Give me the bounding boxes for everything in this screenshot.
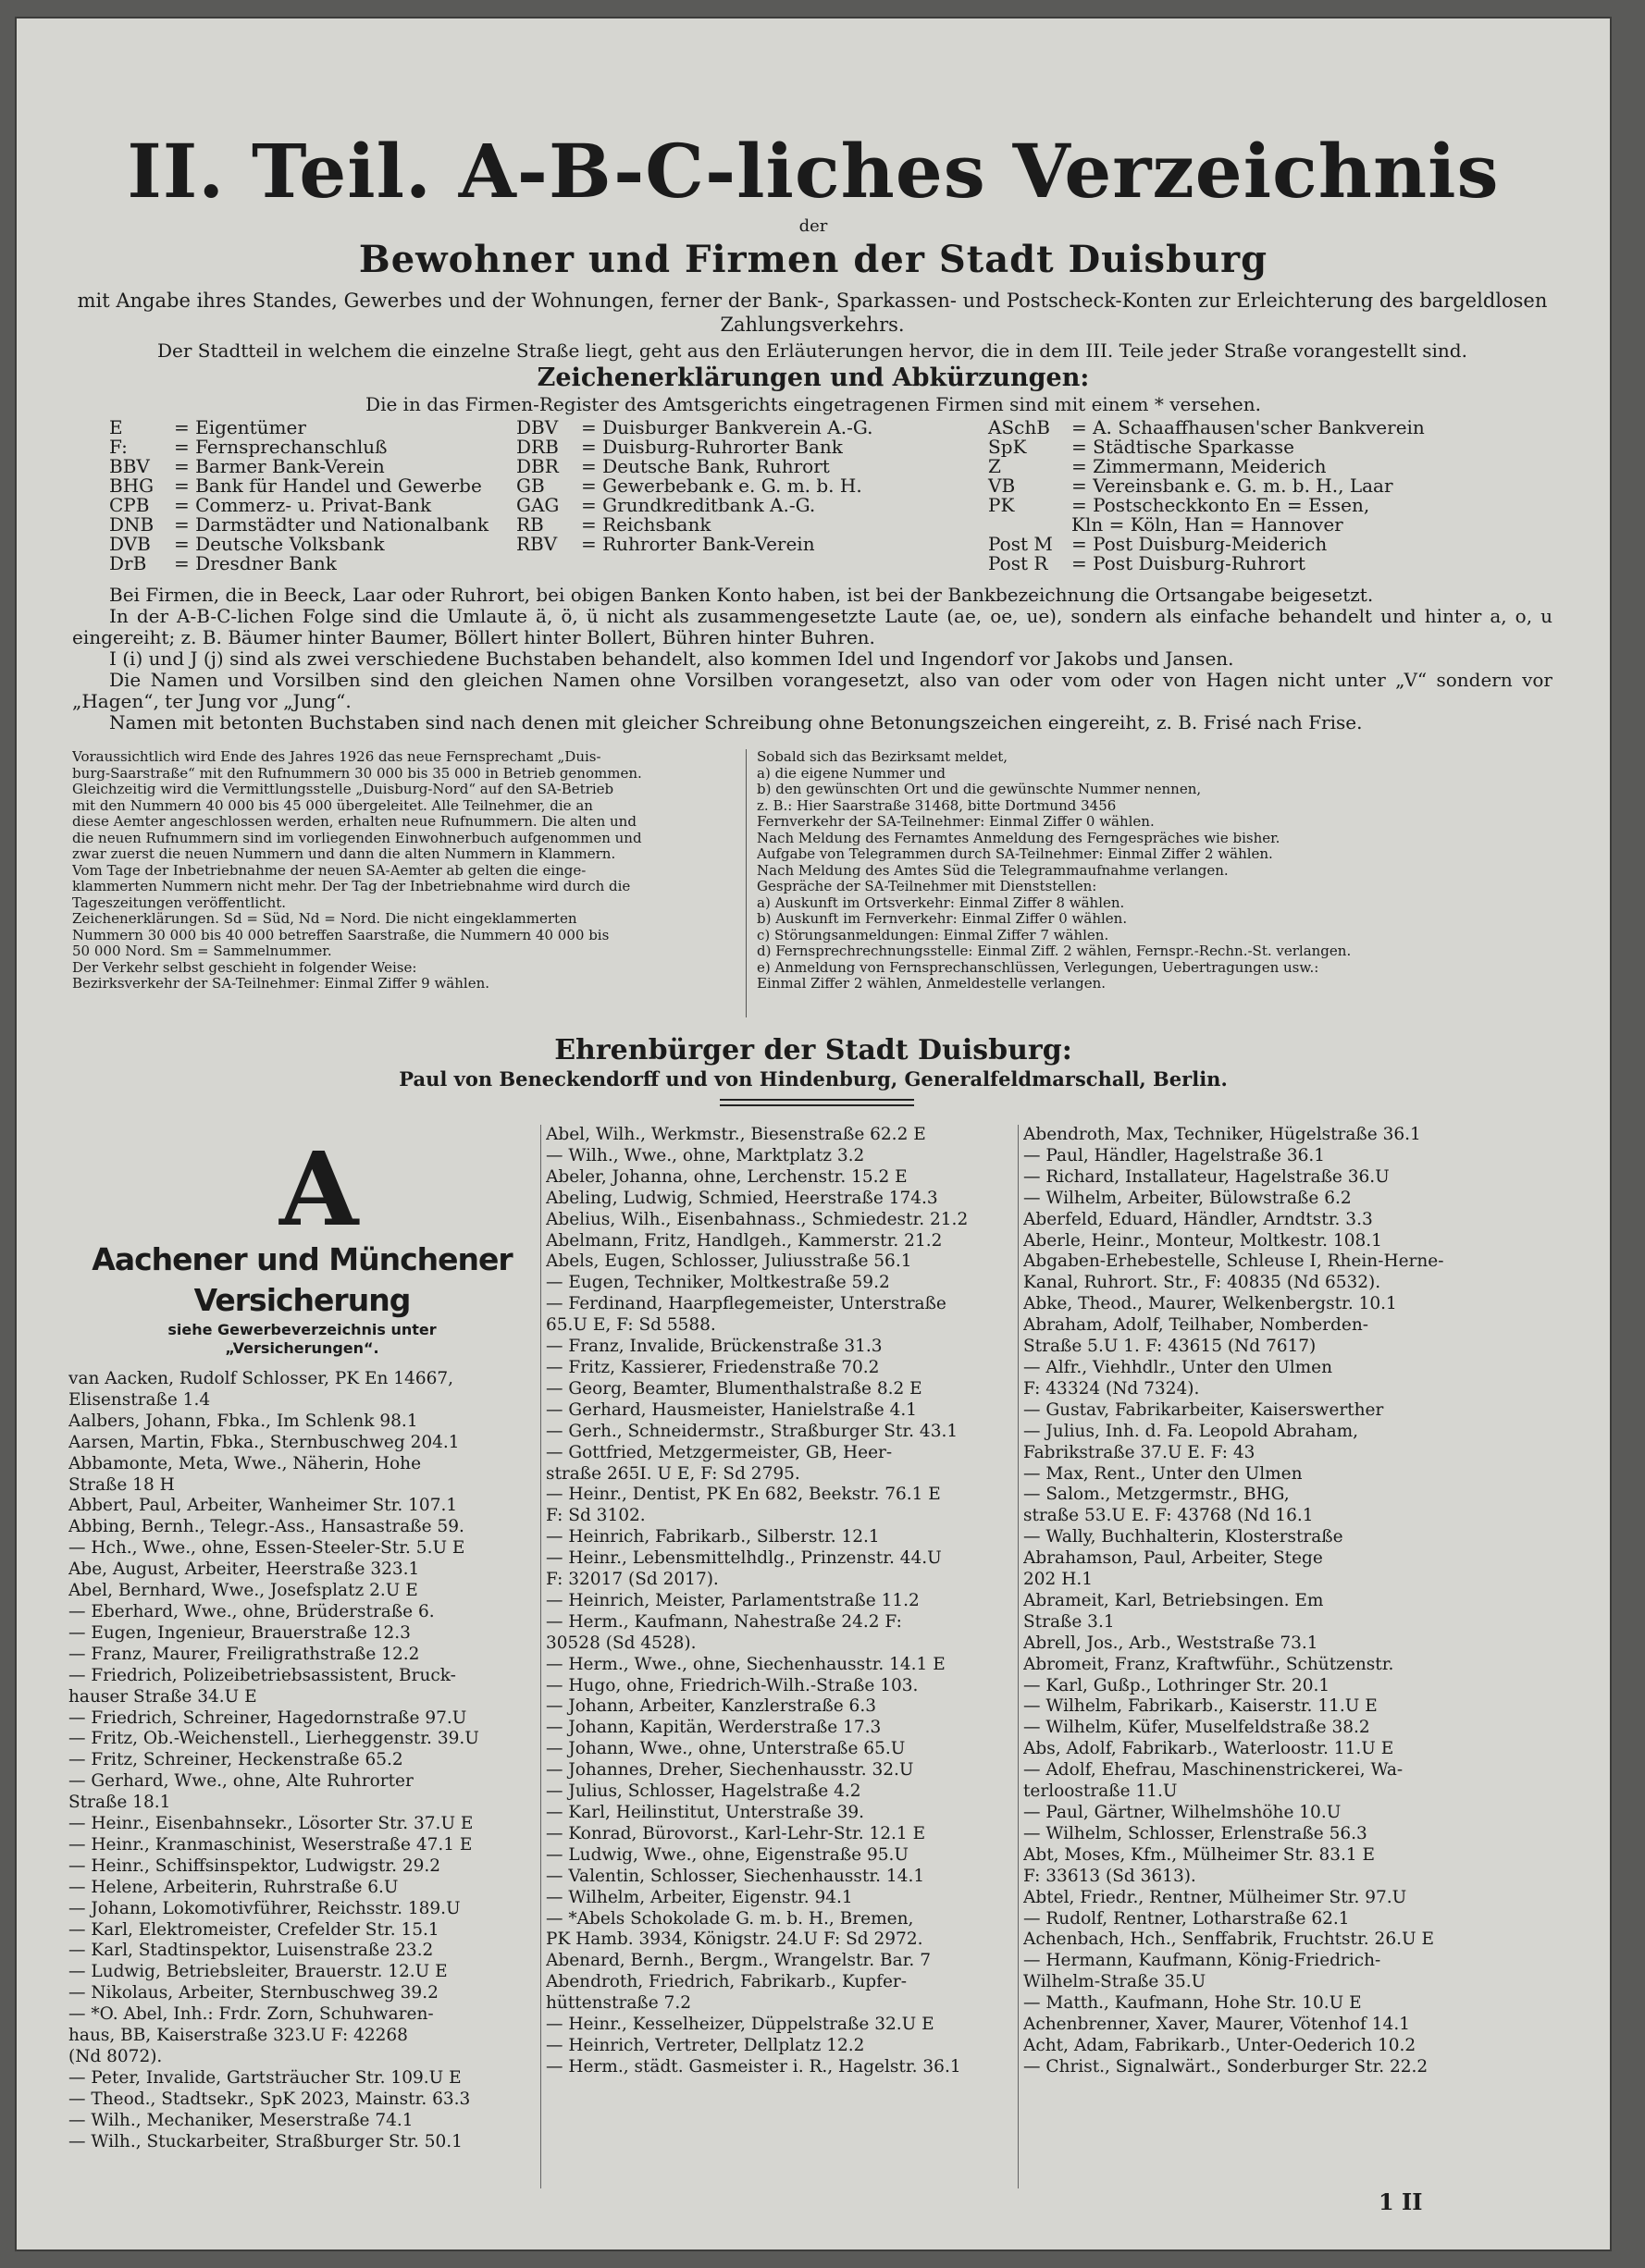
directory-entry: Abgaben-Erhebestelle, Schleuse I, Rhein-Herne- bbox=[1023, 1251, 1444, 1272]
directory-entry: — Hugo, ohne, Friedrich-Wilh.-Straße 103. bbox=[546, 1675, 919, 1695]
entry-column-1 bbox=[68, 1129, 536, 2153]
legend-meaning: = Ruhrorter Bank-Verein bbox=[581, 533, 815, 555]
directory-entry: — Heinr., Kesselheizer, Düppelstraße 32.U E bbox=[546, 2015, 934, 2035]
directory-entry: Abs, Adolf, Fabrikarb., Waterloostr. 11.U E bbox=[1023, 1739, 1394, 1759]
column-divider bbox=[540, 1125, 541, 2188]
legend-row bbox=[516, 418, 872, 438]
directory-entry: Abe, August, Arbeiter, Heerstraße 323.1 bbox=[68, 1559, 420, 1580]
directory-entry: Acht, Adam, Fabrikarb., Unter-Oederich 10.2 bbox=[1023, 2035, 1416, 2055]
directory-entry: Abeler, Johanna, ohne, Lerchenstr. 15.2 E bbox=[546, 1166, 908, 1187]
legend-abbreviation: ASchB bbox=[988, 416, 1050, 438]
legend-meaning: = Commerz- u. Privat-Bank bbox=[174, 494, 432, 516]
directory-entry: Abel, Wilh., Werkmstr., Biesenstraße 62.2 E bbox=[546, 1125, 926, 1144]
legend-row bbox=[988, 554, 1425, 573]
directory-entry: — Herm., städt. Gasmeister i. R., Hagelstr. 36.1 bbox=[546, 2056, 961, 2077]
notice-line: Vom Tage der Inbetriebnahme der neuen SA-Aemter ab gelten die einge- bbox=[72, 862, 587, 879]
directory-entry: Achenbach, Hch., Senffabrik, Fruchtstr. 26.U E bbox=[1023, 1929, 1434, 1950]
legend-abbreviation: DNB bbox=[109, 513, 155, 536]
notice-line: Zeichenerklärungen. Sd = Süd, Nd = Nord. Die nicht eingeklammerten bbox=[72, 911, 577, 927]
legend-meaning: = Reichsbank bbox=[581, 513, 711, 536]
notice-line: Gespräche der SA-Teilnehmer mit Dienststellen: bbox=[757, 879, 1097, 894]
directory-entry: Abrameit, Karl, Betriebsingen. Em bbox=[1023, 1590, 1324, 1610]
legend-row bbox=[109, 418, 489, 438]
directory-entry: — Karl, Stadtinspektor, Luisenstraße 23.2 bbox=[68, 1941, 434, 1961]
directory-entry: — Helene, Arbeiterin, Ruhrstraße 6.U bbox=[68, 1877, 399, 1897]
advertisement-line: „Versicherungen“. bbox=[225, 1339, 379, 1357]
directory-entry: — Ludwig, Betriebsleiter, Brauerstr. 12.U E bbox=[68, 1962, 448, 1982]
rule-paragraph: I (i) und J (j) sind als zwei verschiedene Buchstaben behandelt, also kommen Idel und Ingendorf vor Jakobs und Jansen. bbox=[109, 647, 1234, 670]
directory-entry: — Matth., Kaufmann, Hohe Str. 10.U E bbox=[1023, 1993, 1362, 2014]
directory-entry: — Gustav, Fabrikarbeiter, Kaiserswerther bbox=[1023, 1399, 1384, 1420]
notice-line: Sobald sich das Bezirksamt meldet, bbox=[757, 749, 1008, 765]
legend-row bbox=[988, 418, 1425, 438]
legend-meaning: = Deutsche Volksbank bbox=[174, 533, 385, 555]
directory-entry: F: 43324 (Nd 7324). bbox=[1023, 1378, 1200, 1399]
directory-entry: — Heinrich, Meister, Parlamentstraße 11.2 bbox=[546, 1590, 920, 1610]
directory-entry: — Salom., Metzgermstr., BHG, bbox=[1023, 1485, 1290, 1505]
legend-abbreviation: DVB bbox=[109, 533, 151, 555]
legend-meaning: = Deutsche Bank, Ruhrort bbox=[581, 455, 830, 477]
legend-row bbox=[109, 457, 489, 476]
directory-entry: — Theod., Stadtsekr., SpK 2023, Mainstr. 63.3 bbox=[68, 2089, 471, 2109]
directory-entry: — Karl, Gußp., Lothringer Str. 20.1 bbox=[1023, 1675, 1330, 1695]
directory-entry: Aberfeld, Eduard, Händler, Arndtstr. 3.3 bbox=[1023, 1209, 1373, 1229]
notice-line: Fernverkehr der SA-Teilnehmer: Einmal Ziffer 0 wählen. bbox=[757, 814, 1155, 830]
directory-entry: — Heinr., Lebensmittelhdlg., Prinzenstr. 44.U bbox=[546, 1548, 942, 1569]
legend-row bbox=[109, 496, 489, 515]
legend-abbreviation: BHG bbox=[109, 475, 155, 497]
legend-meaning: = Städtische Sparkasse bbox=[1071, 436, 1294, 458]
directory-entry: — Heinr., Eisenbahnsekr., Lösorter Str. 37.U E bbox=[68, 1814, 474, 1834]
divider-rule bbox=[720, 1104, 914, 1106]
entry-column-3 bbox=[1023, 1125, 1504, 2078]
directory-entry: — Ludwig, Wwe., ohne, Eigenstraße 95.U bbox=[546, 1844, 909, 1865]
legend-meaning: = A. Schaaffhausen'scher Bankverein bbox=[1071, 416, 1425, 438]
legend-abbreviation: Post M bbox=[988, 533, 1053, 555]
directory-entry: terloostraße 11.U bbox=[1023, 1781, 1178, 1802]
directory-entry: Abromeit, Franz, Kraftwführ., Schützenstr. bbox=[1023, 1654, 1394, 1674]
directory-entry: 30528 (Sd 4528). bbox=[546, 1633, 697, 1653]
notice-line: c) Störungsanmeldungen: Einmal Ziffer 7 wählen. bbox=[757, 927, 1109, 943]
legend-abbreviation: F: bbox=[109, 436, 128, 458]
directory-entry: — Fritz, Schreiner, Heckenstraße 65.2 bbox=[68, 1750, 403, 1770]
legend-meaning: = Dresdner Bank bbox=[174, 552, 337, 574]
title-connector: der bbox=[798, 216, 828, 236]
directory-entry: Abraham, Adolf, Teilhaber, Nomberden- bbox=[1023, 1315, 1368, 1336]
directory-entry: Abtel, Friedr., Rentner, Mülheimer Str. 97.U bbox=[1023, 1887, 1407, 1907]
legend-abbreviation: RB bbox=[516, 513, 544, 536]
rule-paragraph: Namen mit betonten Buchstaben sind nach denen mit gleicher Schreibung ohne Betonungszeichen eingereiht, z. B. Frisé nach Frise. bbox=[109, 711, 1363, 733]
directory-entry: — Konrad, Bürovorst., Karl-Lehr-Str. 12.1 E bbox=[546, 1823, 926, 1843]
directory-entry: Straße 5.U 1. F: 43615 (Nd 7617) bbox=[1023, 1337, 1317, 1357]
directory-entry: Straße 18.1 bbox=[68, 1793, 171, 1813]
directory-entry: PK Hamb. 3934, Königstr. 24.U F: Sd 2972. bbox=[546, 1929, 923, 1950]
notice-line: a) Auskunft im Ortsverkehr: Einmal Ziffer 8 wählen. bbox=[757, 894, 1125, 911]
legend-meaning: = Eigentümer bbox=[174, 416, 306, 438]
legend-row bbox=[109, 554, 489, 573]
directory-entry: — Paul, Gärtner, Wilhelmshöhe 10.U bbox=[1023, 1803, 1342, 1822]
legend-abbreviation: CPB bbox=[109, 494, 150, 516]
legend-row bbox=[516, 457, 872, 476]
directory-entry: — Ferdinand, Haarpflegemeister, Unterstraße bbox=[546, 1294, 946, 1314]
legend-abbreviation: DRB bbox=[516, 436, 559, 458]
legend-column-3 bbox=[988, 418, 1425, 573]
directory-entry: — Heinrich, Vertreter, Dellplatz 12.2 bbox=[546, 2035, 865, 2055]
legend-meaning: = Darmstädter und Nationalbank bbox=[174, 513, 489, 536]
legend-meaning: Kln = Köln, Han = Hannover bbox=[1071, 513, 1343, 536]
telephone-notice-right bbox=[757, 749, 1441, 992]
page-number: 1 II bbox=[1379, 2188, 1423, 2215]
legend-row bbox=[988, 535, 1425, 554]
legend-abbreviation: GB bbox=[516, 475, 545, 497]
legend-abbreviation: DBR bbox=[516, 455, 559, 477]
legend-meaning: = Vereinsbank e. G. m. b. H., Laar bbox=[1071, 475, 1393, 497]
notice-line: Nach Meldung des Amtes Süd die Telegrammaufnahme verlangen. bbox=[757, 862, 1229, 879]
directory-entry: — Heinr., Dentist, PK En 682, Beekstr. 76.1 E bbox=[546, 1485, 941, 1505]
legend-meaning: = Gewerbebank e. G. m. b. H. bbox=[581, 475, 862, 497]
divider-rule bbox=[720, 1099, 914, 1101]
directory-entry: — Wilhelm, Arbeiter, Eigenstr. 94.1 bbox=[546, 1887, 853, 1907]
directory-entry: — Christ., Signalwärt., Sonderburger Str. 22.2 bbox=[1023, 2056, 1429, 2077]
directory-entry: Straße 3.1 bbox=[1023, 1611, 1115, 1632]
advertisement-line: siehe Gewerbeverzeichnis unter bbox=[167, 1321, 437, 1338]
directory-entry: Abrahamson, Paul, Arbeiter, Stege bbox=[1023, 1548, 1323, 1569]
column-divider bbox=[1018, 1125, 1019, 2188]
notice-line: klammerten Nummern nicht mehr. Der Tag der Inbetriebnahme wird durch die bbox=[72, 879, 631, 894]
legend-abbreviation: RBV bbox=[516, 533, 558, 555]
legend-row bbox=[988, 438, 1425, 457]
legend-intro: Die in das Firmen-Register des Amtsgerichts eingetragenen Firmen sind mit einem * versehen. bbox=[365, 393, 1261, 415]
directory-entry: — Wilh., Wwe., ohne, Marktplatz 3.2 bbox=[546, 1145, 865, 1165]
directory-entry: — Julius, Schlosser, Hagelstraße 4.2 bbox=[546, 1781, 861, 1802]
directory-entry: — Franz, Invalide, Brückenstraße 31.3 bbox=[546, 1337, 883, 1357]
legend-row bbox=[988, 496, 1425, 515]
directory-entry: — Paul, Händler, Hagelstraße 36.1 bbox=[1023, 1145, 1326, 1165]
directory-entry: — Wally, Buchhalterin, Klosterstraße bbox=[1023, 1527, 1343, 1547]
legend-row bbox=[109, 535, 489, 554]
page-subtitle: Bewohner und Firmen der Stadt Duisburg bbox=[358, 238, 1268, 281]
legend-meaning: = Duisburger Bankverein A.-G. bbox=[581, 416, 873, 438]
notice-line: Tageszeitungen veröffentlicht. bbox=[72, 894, 287, 911]
directory-entry: Abenard, Bernh., Bergm., Wrangelstr. Bar. 7 bbox=[546, 1951, 931, 1971]
notice-line: mit den Nummern 40 000 bis 45 000 übergeleitet. Alle Teilnehmer, die an bbox=[72, 797, 593, 814]
directory-entry: — Herm., Kaufmann, Nahestraße 24.2 F: bbox=[546, 1611, 902, 1632]
page-title: II. Teil. A-B-C-liches Verzeichnis bbox=[127, 128, 1500, 215]
directory-entry: — Heinr., Schiffsinspektor, Ludwigstr. 29.2 bbox=[68, 1855, 441, 1876]
directory-entry: — Gerhard, Wwe., ohne, Alte Ruhrorter bbox=[68, 1771, 414, 1792]
entry-column-2 bbox=[546, 1125, 1013, 2078]
legend-meaning: = Barmer Bank-Verein bbox=[174, 455, 385, 477]
legend-meaning: = Postscheckkonto En = Essen, bbox=[1071, 494, 1370, 516]
legend-row bbox=[988, 515, 1425, 535]
directory-entry: 65.U E, F: Sd 5588. bbox=[546, 1315, 716, 1336]
directory-entry: — Wilhelm, Arbeiter, Bülowstraße 6.2 bbox=[1023, 1188, 1352, 1208]
notice-line: zwar zuerst die neuen Nummern und dann die alten Nummern in Klammern. bbox=[72, 846, 616, 862]
notice-line: z. B.: Hier Saarstraße 31468, bitte Dortmund 3456 bbox=[757, 797, 1117, 814]
directory-entry: Abke, Theod., Maurer, Welkenbergstr. 10.1 bbox=[1023, 1294, 1397, 1314]
directory-entry: — Fritz, Kassierer, Friedenstraße 70.2 bbox=[546, 1357, 880, 1377]
legend-abbreviation: SpK bbox=[988, 436, 1027, 458]
directory-entry: — Eugen, Ingenieur, Brauerstraße 12.3 bbox=[68, 1622, 411, 1643]
directory-entry: — Johann, Lokomotivführer, Reichsstr. 189.U bbox=[68, 1898, 461, 1918]
legend-abbreviation: VB bbox=[988, 475, 1016, 497]
rule-paragraph: In der A-B-C-lichen Folge sind die Umlaute ä, ö, ü nicht als zusammengesetzte Laute (ae, oe, ue), sondern als einfache behandelt und hinter a, o, u eingereiht; z. B. Bäumer hinter Baumer, Böllert hinter Bollert, Bühren hinter Buhren. bbox=[72, 605, 1552, 648]
directory-entry: — Fritz, Ob.-Weichenstell., Lierheggenstr. 39.U bbox=[68, 1729, 479, 1749]
directory-entry: Abbamonte, Meta, Wwe., Näherin, Hohe bbox=[68, 1453, 422, 1473]
telephone-notice-left bbox=[72, 749, 738, 992]
directory-entry: Abelmann, Fritz, Handlgeh., Kammerstr. 21.2 bbox=[546, 1230, 943, 1251]
directory-entry: — Valentin, Schlosser, Siechenhausstr. 14.1 bbox=[546, 1866, 925, 1886]
legend-row bbox=[516, 476, 872, 496]
directory-entry: haus, BB, Kaiserstraße 323.U F: 42268 bbox=[68, 2026, 408, 2046]
directory-entry: Abt, Moses, Kfm., Mülheimer Str. 83.1 E bbox=[1023, 1844, 1376, 1865]
directory-entry: F: Sd 3102. bbox=[546, 1506, 646, 1526]
directory-entry: — Eugen, Techniker, Moltkestraße 59.2 bbox=[546, 1273, 890, 1293]
notice-line: d) Fernsprechrechnungsstelle: Einmal Ziff. 2 wählen, Fernspr.-Rechn.-St. verlangen. bbox=[757, 943, 1352, 959]
directory-entry: — Georg, Beamter, Blumenthalstraße 8.2 E bbox=[546, 1378, 922, 1399]
directory-entry: Abendroth, Max, Techniker, Hügelstraße 36.1 bbox=[1023, 1125, 1421, 1144]
rule-paragraph: Die Namen und Vorsilben sind den gleichen Namen ohne Vorsilben vorangesetzt, also van oder vom oder von Hagen nicht unter „V“ sondern vor „Hagen“, ter Jung vor „Jung“. bbox=[72, 669, 1552, 712]
directory-entry: — Heinr., Kranmaschinist, Weserstraße 47.1 E bbox=[68, 1834, 473, 1855]
directory-entry: (Nd 8072). bbox=[68, 2047, 163, 2066]
directory-entry: — Wilh., Stuckarbeiter, Straßburger Str. 50.1 bbox=[68, 2131, 463, 2151]
notice-line: b) Auskunft im Fernverkehr: Einmal Ziffer 0 wählen. bbox=[757, 911, 1128, 927]
directory-entry: — Johann, Wwe., ohne, Unterstraße 65.U bbox=[546, 1739, 906, 1759]
directory-entry: — Peter, Invalide, Gartsträucher Str. 109.U E bbox=[68, 2067, 462, 2088]
legend-meaning: = Grundkreditbank A.-G. bbox=[581, 494, 816, 516]
legend-row bbox=[516, 515, 872, 535]
notice-divider bbox=[746, 749, 747, 1017]
directory-entry: — Nikolaus, Arbeiter, Sternbuschweg 39.2 bbox=[68, 1983, 439, 2003]
directory-entry: Aberle, Heinr., Monteur, Moltkestr. 108.1 bbox=[1023, 1230, 1382, 1251]
honorary-citizens-title: Ehrenbürger der Stadt Duisburg: bbox=[554, 1034, 1072, 1066]
directory-entry: Elisenstraße 1.4 bbox=[68, 1389, 211, 1410]
directory-entry: — Karl, Heilinstitut, Unterstraße 39. bbox=[546, 1803, 865, 1822]
legend-abbreviation: PK bbox=[988, 494, 1015, 516]
directory-entry: — Eberhard, Wwe., ohne, Brüderstraße 6. bbox=[68, 1601, 435, 1621]
notice-line: b) den gewünschten Ort und die gewünschte Nummer nennen, bbox=[757, 782, 1202, 797]
directory-entry: — Friedrich, Polizeibetriebsassistent, Bruck- bbox=[68, 1665, 456, 1685]
legend-row bbox=[109, 476, 489, 496]
directory-entry: Abeling, Ludwig, Schmied, Heerstraße 174.3 bbox=[546, 1188, 938, 1208]
directory-entry: Aalbers, Johann, Fbka., Im Schlenk 98.1 bbox=[68, 1411, 418, 1431]
legend-abbreviation: E bbox=[109, 416, 123, 438]
directory-entry: — Richard, Installateur, Hagelstraße 36.U bbox=[1023, 1166, 1390, 1187]
directory-entry: — Wilhelm, Fabrikarb., Kaiserstr. 11.U E bbox=[1023, 1696, 1378, 1717]
notice-line: die neuen Rufnummern sind im vorliegenden Einwohnerbuch aufgenommen und bbox=[72, 830, 642, 846]
legend-meaning: = Post Duisburg-Meiderich bbox=[1071, 533, 1328, 555]
legend-title: Zeichenerklärungen und Abkürzungen: bbox=[537, 364, 1090, 392]
directory-page bbox=[17, 18, 1610, 2250]
legend-abbreviation: DrB bbox=[109, 552, 147, 574]
notice-line: Nummern 30 000 bis 40 000 betreffen Saarstraße, die Nummern 40 000 bis bbox=[72, 927, 610, 943]
notice-line: burg-Saarstraße“ mit den Rufnummern 30 000 bis 35 000 in Betrieb genommen. bbox=[72, 765, 642, 782]
directory-entry: Kanal, Ruhrort. Str., F: 40835 (Nd 6532). bbox=[1023, 1273, 1381, 1293]
legend-row bbox=[516, 496, 872, 515]
notice-line: Der Verkehr selbst geschieht in folgender Weise: bbox=[72, 959, 417, 976]
directory-entry: straße 265I. U E, F: Sd 2795. bbox=[546, 1463, 800, 1484]
notice-line: Bezirksverkehr der SA-Teilnehmer: Einmal Ziffer 9 wählen. bbox=[72, 976, 489, 992]
directory-entry: — Gerh., Schneidermstr., Straßburger Str. 43.1 bbox=[546, 1421, 959, 1441]
directory-entry: — Wilhelm, Küfer, Muselfeldstraße 38.2 bbox=[1023, 1718, 1370, 1738]
directory-entry: — Friedrich, Schreiner, Hagedornstraße 97.U bbox=[68, 1707, 467, 1728]
notice-line: Aufgabe von Telegrammen durch SA-Teilnehmer: Einmal Ziffer 2 wählen. bbox=[757, 846, 1273, 862]
legend-abbreviation: Post R bbox=[988, 552, 1048, 574]
directory-entry: — Wilh., Mechaniker, Meserstraße 74.1 bbox=[68, 2110, 414, 2130]
directory-entry: Abels, Eugen, Schlosser, Juliusstraße 56.1 bbox=[546, 1251, 912, 1272]
directory-entry: Aarsen, Martin, Fbka., Sternbuschweg 204.1 bbox=[68, 1432, 460, 1452]
directory-entry: Straße 18 H bbox=[68, 1474, 175, 1495]
legend-row bbox=[516, 535, 872, 554]
directory-entry: — Karl, Elektromeister, Crefelder Str. 15.1 bbox=[68, 1919, 439, 1940]
directory-entry: straße 53.U E. F: 43768 (Nd 16.1 bbox=[1023, 1506, 1314, 1526]
directory-entry: — Gottfried, Metzgermeister, GB, Heer- bbox=[546, 1442, 893, 1462]
section-letter: A bbox=[279, 1129, 359, 1249]
directory-entry: — Gerhard, Hausmeister, Hanielstraße 4.1 bbox=[546, 1399, 918, 1420]
directory-entry: — Heinrich, Fabrikarb., Silberstr. 12.1 bbox=[546, 1527, 880, 1547]
notice-line: a) die eigene Nummer und bbox=[757, 765, 946, 782]
legend-meaning: = Zimmermann, Meiderich bbox=[1071, 455, 1327, 477]
notice-line: Nach Meldung des Fernamtes Anmeldung des Ferngespräches wie bisher. bbox=[757, 830, 1280, 846]
notice-line: e) Anmeldung von Fernsprechanschlüssen, Verlegungen, Uebertragungen usw.: bbox=[757, 959, 1319, 976]
directory-entry: Abelius, Wilh., Eisenbahnass., Schmiedestr. 21.2 bbox=[546, 1209, 969, 1229]
directory-entry: — *Abels Schokolade G. m. b. H., Bremen, bbox=[546, 1908, 914, 1929]
directory-entry: Abbing, Bernh., Telegr.-Ass., Hansastraße 59. bbox=[68, 1517, 464, 1537]
rule-paragraph: Bei Firmen, die in Beeck, Laar oder Ruhrort, bei obigen Banken Konto haben, ist bei der Bankbezeichnung die Ortsangabe beigesetzt. bbox=[109, 584, 1374, 606]
directory-entry: — Alfr., Viehhdlr., Unter den Ulmen bbox=[1023, 1357, 1333, 1377]
legend-row bbox=[109, 515, 489, 535]
directory-entry: — Hermann, Kaufmann, König-Friedrich- bbox=[1023, 1951, 1381, 1971]
directory-entry: — Wilhelm, Schlosser, Erlenstraße 56.3 bbox=[1023, 1823, 1367, 1843]
directory-entry: — Johann, Arbeiter, Kanzlerstraße 6.3 bbox=[546, 1696, 876, 1717]
legend-meaning: = Duisburg-Ruhrorter Bank bbox=[581, 436, 843, 458]
directory-entry: — *O. Abel, Inh.: Frdr. Zorn, Schuhwaren- bbox=[68, 2004, 434, 2025]
directory-entry: — Johann, Kapitän, Werderstraße 17.3 bbox=[546, 1718, 882, 1738]
directory-entry: — Rudolf, Rentner, Lotharstraße 62.1 bbox=[1023, 1908, 1350, 1929]
notice-line: 50 000 Nord. Sm = Sammelnummer. bbox=[72, 943, 332, 959]
honorary-citizen: Paul von Beneckendorff und von Hindenburg, Generalfeldmarschall, Berlin. bbox=[399, 1067, 1228, 1091]
legend-abbreviation: GAG bbox=[516, 494, 560, 516]
advertisement-title: Aachener und Münchener Versicherung bbox=[92, 1241, 513, 1318]
legend-row bbox=[516, 438, 872, 457]
legend-row bbox=[988, 476, 1425, 496]
notice-line: diese Aemter angeschlossen werden, erhalten neue Rufnummern. Die alten und bbox=[72, 814, 637, 830]
directory-entry: — Julius, Inh. d. Fa. Leopold Abraham, bbox=[1023, 1421, 1359, 1441]
notice-line: Einmal Ziffer 2 wählen, Anmeldestelle verlangen. bbox=[757, 976, 1106, 992]
directory-entry: Fabrikstraße 37.U E. F: 43 bbox=[1023, 1442, 1255, 1462]
directory-entry: hauser Straße 34.U E bbox=[68, 1686, 257, 1707]
directory-entry: Abbert, Paul, Arbeiter, Wanheimer Str. 107.1 bbox=[68, 1496, 458, 1516]
directory-entry: Abrell, Jos., Arb., Weststraße 73.1 bbox=[1023, 1633, 1318, 1653]
notice-line: Voraussichtlich wird Ende des Jahres 1926 das neue Fernsprechamt „Duis- bbox=[72, 749, 601, 765]
directory-entry: Abendroth, Friedrich, Fabrikarb., Kupfer- bbox=[546, 1972, 908, 1992]
directory-entry: — Hch., Wwe., ohne, Essen-Steeler-Str. 5.U E bbox=[68, 1538, 465, 1559]
directory-entry: 202 H.1 bbox=[1023, 1570, 1093, 1590]
notice-line: Gleichzeitig wird die Vermittlungsstelle „Duisburg-Nord“ auf den SA-Betrieb bbox=[72, 782, 614, 797]
directory-entry: — Adolf, Ehefrau, Maschinenstrickerei, Wa- bbox=[1023, 1760, 1404, 1781]
legend-column-2 bbox=[516, 418, 872, 554]
legend-meaning: = Post Duisburg-Ruhrort bbox=[1071, 552, 1305, 574]
directory-entry: — Franz, Maurer, Freiligrathstraße 12.2 bbox=[68, 1644, 420, 1664]
legend-abbreviation: DBV bbox=[516, 416, 559, 438]
directory-entry: Wilhelm-Straße 35.U bbox=[1023, 1972, 1206, 1992]
directory-entry: F: 32017 (Sd 2017). bbox=[546, 1570, 719, 1590]
directory-entry: — Max, Rent., Unter den Ulmen bbox=[1023, 1463, 1303, 1484]
sorting-rules bbox=[72, 585, 1552, 733]
legend-abbreviation: Z bbox=[988, 455, 1001, 477]
directory-entry: Achenbrenner, Xaver, Maurer, Vötenhof 14.1 bbox=[1023, 2015, 1410, 2035]
directory-entry: F: 33613 (Sd 3613). bbox=[1023, 1866, 1196, 1886]
directory-entry: — Herm., Wwe., ohne, Siechenhausstr. 14.1 E bbox=[546, 1654, 946, 1674]
directory-entry: — Johannes, Dreher, Siechenhausstr. 32.U bbox=[546, 1760, 914, 1781]
legend-abbreviation: BBV bbox=[109, 455, 150, 477]
legend-row bbox=[988, 457, 1425, 476]
legend-column-1 bbox=[109, 418, 489, 573]
directory-entry: van Aacken, Rudolf Schlosser, PK En 14667, bbox=[68, 1369, 454, 1388]
legend-meaning: = Fernsprechanschluß bbox=[174, 436, 388, 458]
directory-entry: hüttenstraße 7.2 bbox=[546, 1993, 691, 2014]
directory-entry: Abel, Bernhard, Wwe., Josefsplatz 2.U E bbox=[68, 1581, 418, 1601]
legend-row bbox=[109, 438, 489, 457]
intro-text: mit Angabe ihres Standes, Gewerbes und der Wohnungen, ferner der Bank-, Sparkassen- und Postscheck-Konten zur Erleichterung des bargeldlosen Zahlungsverkehrs. bbox=[77, 290, 1548, 336]
legend-meaning: = Bank für Handel und Gewerbe bbox=[174, 475, 482, 497]
district-note: Der Stadtteil in welchem die einzelne Straße liegt, geht aus den Erläuterungen hervor, die in dem III. Teile jeder Straße vorangestellt sind. bbox=[157, 339, 1467, 362]
